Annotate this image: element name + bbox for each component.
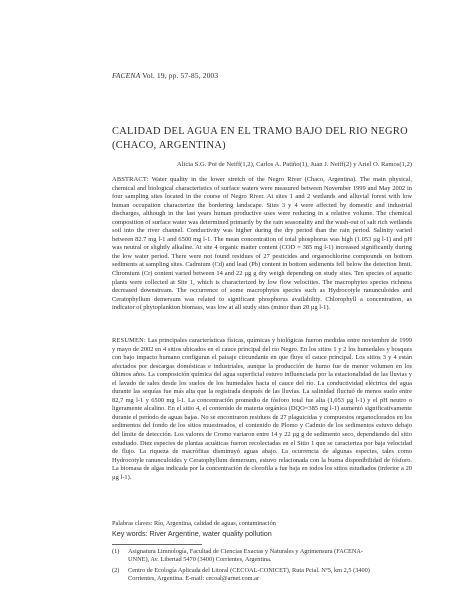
- resumen-lead: RESUMEN:: [112, 337, 146, 344]
- affiliation-1-number: (1): [112, 548, 120, 555]
- keywords-spanish: Palabras claves: Río, Argentina, calidad de aguas, contaminación: [112, 520, 276, 527]
- resumen-body: Las principales características físicas, químicas y biológicas fueron medidas entre noviembre de 1999 y mayo de 2002 en 4 sitios ubicados en el cauce principal del río Negro. En los sitios 1 y 2 los humedales y bosques con bajo impacto humano configuran el paisaje circundante en que fluye el cauce principal. Los sitios 3 y 4 están afectados por descargas domésticas e industriales, aunque la producción de humo fue de menor volumen en los últimos años. La composición química del agua superficial estuvo influenciada por la estacionalidad de las lluvias y el lavado de sales desde los suelos de los humedales hacia el cauce del río. La conductividad eléctrica del agua durante las sequías fue más alta que la registrada después de las lluvias. La salinidad fluctuó de menos suelo entre 82,7 mg l-1 y 6500 mg l-1. La concentración promedio de fósforo total fue alta (1,053 µg l-1) y el pH neutro o ligeramente alcalino. En el sitio 4, el contenido de materia orgánica (DQO=385 mg l-1) aumentó significativamente durante el período de aguas bajas. No se encontraron residuos de 27 plaguicidas y compuestos organoclorados en los sedimentos del fondo de los sitios muestreados, el contenido de Plomo y Cadmio de los sedimentos estuvo debajo del límite de detección. Los valores de Cromo variaron entre 14 y 22 µg g de sedimento seco, dependiendo del sitio estudiado. Diez especies de plantas acuáticas fueron recolectadas en el Sitio 1 que se caracteriza por baja velocidad de flujo. La riqueza de macrófitas disminuyó aguas abajo. La ocurrencia de algunas especies, tales como Hydrocotyle ranunculoides y Ceratophyllum demersum, estuvo relacionada con la buena disponibilidad de fósforo. La biomasa de algas indicada por la concentración de clorofila a fue baja en todos los sitios estudiados (inferior a 20 µg l-1).: [112, 337, 412, 481]
- affiliation-1-line2: UNNE), Av. Libertad 5470 (3400) Corrientes, Argentina.: [128, 556, 272, 564]
- affiliation-2-line1: Centro de Ecología Aplicada del Litoral (CECOAL-CONICET), Ruta Pcial. Nº5, km 2,5 (3400): [128, 567, 370, 574]
- resumen-paragraph: [112, 337, 412, 482]
- footnote-divider: [112, 544, 202, 545]
- abstract-body: The main physical, chemical and biological characteristics of surface waters were measured between November 1999 and May 2002 in four sampling sites located in the course of Negro River. At sites 1 and 2 wetlands and alluvial forest with low human occupation characterize the bordering landscape. Sites 3 y 4 were affected by domestic and industrial discharges, although in the last years human productive uses were reducing in a relative volume. The chemical composition of surface water was determined primarily by the rain seasonality and the wash-out of salt rich wetlands soil into the river channel. Conductivity was higher during the dry period than the rain period. Salinity varied between 82.7 mg l-1 and 6500 mg l-1. The mean concentration of total phosphorus was high (1.053 µg l-1) and pH was neutral or slightly alkaline. At site 4 organic matter content (COD = 385 mg l-1) increased significantly during the low water period. There were not found residues of 27 pesticides and organochlorine compounds on bottom sediments at sampling sites. Cadmium (Cd) and lead (Pb) content in bottom sediments fell below the detection limit. Chromium (Cr) content varied between 14 and 22 µg g dry weigh depending on study sites. Ten species of aquatic plants were collected at Site 1, which is characterized by low flow velocities. The macrophytes species richness decreased downstream. The occurrence of some macrophytes species such as Hydrocotyle ranunculoides and Ceratophyllum demersum was related to significant phosphorus availability. Chlorophyll a concentration, as indicator of phytoplankton biomass, was low at all study sites (minor than 20 µg l-1).: [112, 176, 412, 312]
- abstract-paragraph: ABSTRACT: Water quality in the lower stretch of the Negro River (Chaco, Argentina). The main physical, chemical and biological characteristics of surface waters were measured between November 1999 and May 2002 in four sampling sites located in the course of Negro River. At sites 1 and 2 wetlands and alluvial forest with low human occupation characterize the bordering landscape. Sites 3 y 4 were affected by domestic and industrial discharges, although in the last years human productive uses were reducing in a relative volume. The chemical composition of surface water was determined primarily by the rain seasonality and the wash-out of salt rich wetlands soil into the river channel. Conductivity was higher during the dry period than the rain period. Salinity varied between 82.7 mg l-1 and 6500 mg l-1. The mean concentration of total phosphorus was high (1.053 µg l-1) and pH was neutral or slightly alkaline. At site 4 organic matter content (COD = 385 mg l-1) increased significantly during the low water period. There were not found residues of 27 pesticides and organochlorine compounds on bottom sediments at sampling sites. Cadmium (Cd) and lead (Pb) content in bottom sediments fell below the detection limit. Chromium (Cr) content varied between 14 and 22 µg g dry weigh depending on study sites. Ten species of aquatic plants were collected at Site 1, which is characterized by low flow velocities. The macrophytes species richness decreased downstream. The occurrence of some macrophytes species such as Hydrocotyle ranunculoides and Ceratophyllum demersum was related to significant phosphorus availability. Chlorophyll a concentration, as indicator of phytoplankton biomass, was low at all study sites (minor than 20 µg l-1).: [112, 176, 412, 312]
- affiliation-2-number: (2): [112, 567, 120, 574]
- journal-header: [112, 71, 218, 80]
- affiliation-2: [112, 567, 412, 584]
- article-authors: Alicia S.G. Poi de Neiff(1,2), Carlos A. Patiño(1), Juan J. Neiff(2) y Ariel O. Ramos(1,2): [176, 161, 412, 168]
- abstract-lead: ABSTRACT:: [112, 176, 149, 183]
- affiliation-1-line1: Asignatura Limnología, Facultad de Ciencias Exactas y Naturales y Agrimensura (FACENA-: [128, 548, 364, 555]
- keywords-english: Key words: River Argentine, water quality pollution: [112, 529, 272, 538]
- abstract-heading: Water quality in the lower stretch of the Negro River (Chaco, Argentina): [151, 176, 356, 183]
- affiliation-2-line2: Corrientes, Argentina. E-mail: cecoal@arnet.com.ar: [128, 575, 260, 583]
- article-title: CALIDAD DEL AGUA EN EL TRAMO BAJO DEL RIO NEGRO (CHACO, ARGENTINA): [112, 126, 408, 151]
- journal-volume-pages: Vol. 19, pp. 57-85, 2003: [142, 71, 219, 80]
- journal-name: FACENA: [112, 71, 141, 80]
- affiliation-1: [112, 548, 412, 565]
